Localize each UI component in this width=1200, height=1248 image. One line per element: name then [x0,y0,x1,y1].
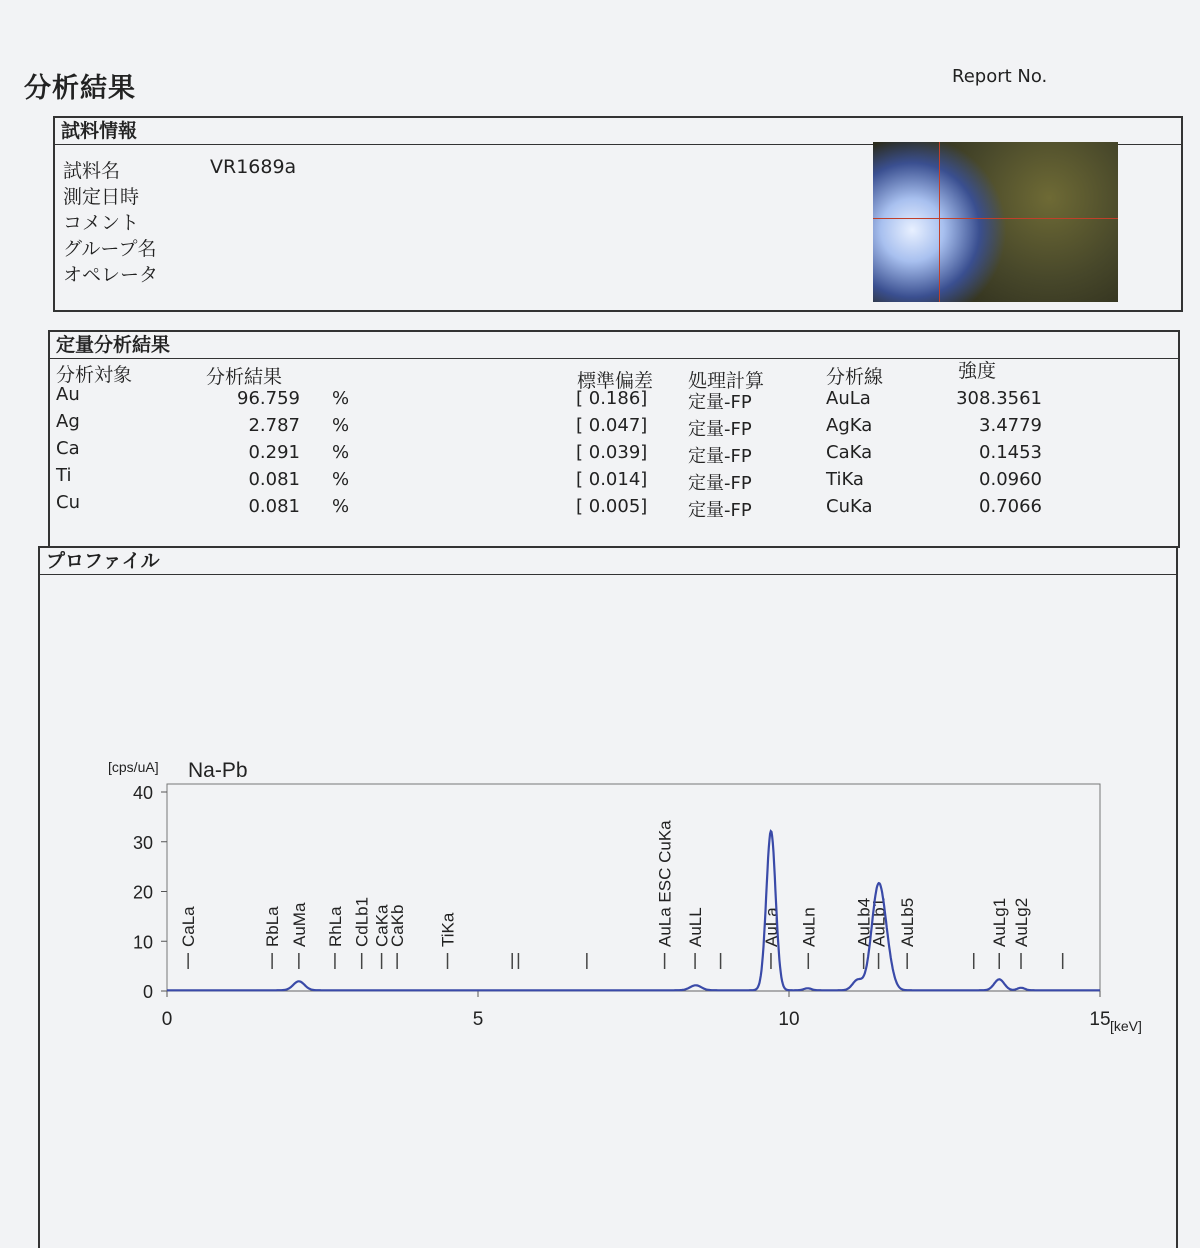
col-line-header: 分析線 [826,366,884,388]
peak-label: AuMa [289,902,309,947]
cell-unit: % [332,415,350,436]
sample-name-value: VR1689a [210,156,297,178]
cell-result: 0.081 [248,469,300,490]
col-method-header: 処理計算 [688,370,765,392]
cell-element: Au [56,384,80,405]
cell-line: TiKa [826,469,864,490]
cell-result: 0.291 [248,442,300,463]
cell-element: Ti [56,465,72,486]
cell-intensity: 0.7066 [979,496,1042,517]
sample-name-label: 試料名 [63,160,121,182]
x-tick-label: 10 [778,1009,800,1030]
x-tick-label: 5 [472,1009,484,1030]
cell-stddev: [ 0.005] [576,496,648,517]
quant-result-header: 定量分析結果 [50,332,1178,359]
peak-label: AuLb1 [869,897,889,947]
col-intensity-header: 強度 [958,360,997,382]
cell-line: AgKa [826,415,873,436]
peak-label: AuLg1 [990,897,1010,947]
cell-unit: % [332,469,350,490]
profile-header: プロファイル [40,548,1176,575]
page-title: 分析結果 [24,73,136,104]
peak-label: AuLb5 [898,897,918,947]
cell-result: 96.759 [237,388,300,409]
peak-label: CaKa [372,904,392,947]
peak-label: CdLb1 [352,896,372,947]
chart-title: Na-Pb [188,759,248,782]
y-tick-label: 40 [132,783,153,803]
cell-method: 定量-FP [688,500,752,521]
peak-label: AuLn [799,907,819,947]
comment-label: コメント [63,212,140,234]
peak-label: RhLa [325,906,345,947]
cell-stddev: [ 0.014] [576,469,648,490]
col-stddev-header: 標準偏差 [577,370,654,392]
peak-label: RbLa [263,906,283,947]
cell-result: 2.787 [248,415,300,436]
report-no-label: Report No. [952,66,1048,87]
cell-unit: % [332,388,350,409]
group-name-label: グループ名 [63,238,157,260]
cell-element: Cu [56,492,80,513]
cell-line: CaKa [826,442,873,463]
y-tick-label: 30 [132,832,153,853]
cell-line: CuKa [826,496,873,517]
cell-element: Ca [56,438,80,459]
y-tick-label: 0 [142,982,153,1002]
col-result-header: 分析結果 [206,366,283,388]
cell-intensity: 3.4779 [979,415,1042,436]
y-tick-label: 20 [132,882,153,903]
cell-method: 定量-FP [688,419,752,440]
peak-label: TiKa [438,912,458,947]
cell-method: 定量-FP [688,473,752,494]
plot-frame [167,784,1100,991]
peak-label: AuLg2 [1012,897,1032,947]
sample-info-header: 試料情報 [55,118,1181,145]
peak-label: CaLa [179,906,199,947]
cell-element: Ag [56,411,80,432]
cell-intensity: 308.3561 [956,388,1042,409]
cell-line: AuLa [826,388,871,409]
col-element-header: 分析対象 [56,364,133,386]
cell-stddev: [ 0.047] [576,415,648,436]
cell-method: 定量-FP [688,446,752,467]
peak-label: AuLa ESC CuKa [655,820,675,947]
peak-label: AuLL [686,907,706,947]
cell-result: 0.081 [248,496,300,517]
measure-datetime-label: 測定日時 [63,186,140,208]
x-tick-label: 15 [1089,1009,1111,1030]
cell-intensity: 0.1453 [979,442,1042,463]
cell-unit: % [332,496,350,517]
cell-intensity: 0.0960 [979,469,1042,490]
cell-stddev: [ 0.039] [576,442,648,463]
cell-method: 定量-FP [688,392,752,413]
peak-label: AuLa [761,907,781,947]
x-axis-unit: [keV] [1110,1018,1142,1034]
cell-stddev: [ 0.186] [576,388,648,409]
peak-label: CaKb [388,904,408,947]
operator-label: オペレータ [63,264,159,286]
peak-label: AuLb4 [854,897,874,947]
y-axis-unit: [cps/uA] [108,759,159,775]
cell-unit: % [332,442,350,463]
y-tick-label: 10 [132,932,153,953]
x-tick-label: 0 [161,1009,173,1030]
